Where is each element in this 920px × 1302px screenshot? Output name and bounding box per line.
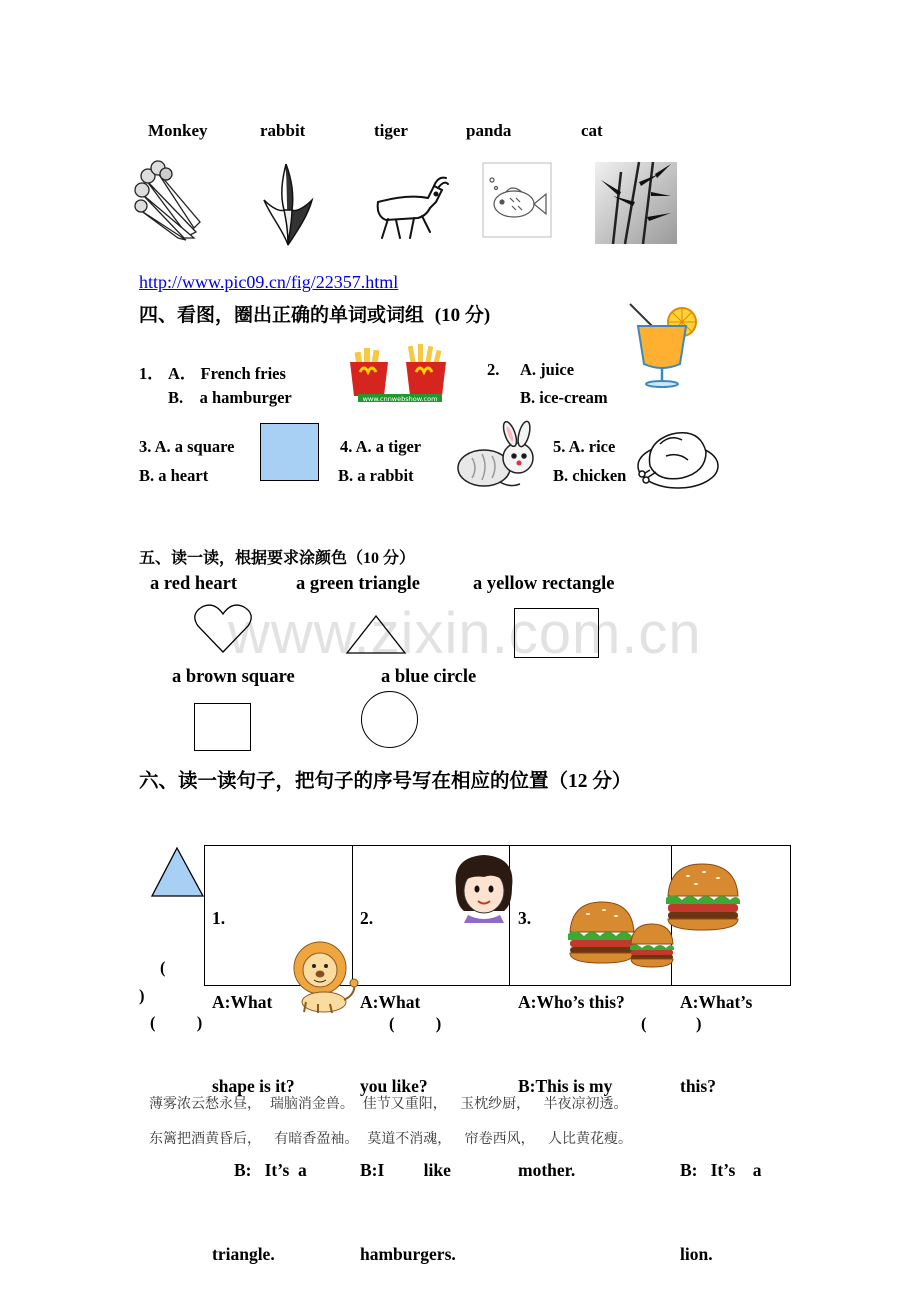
rabbit-icon	[452, 422, 544, 490]
goat-icon	[368, 172, 448, 244]
blue-square-picture	[260, 423, 319, 481]
girl-face-icon	[450, 853, 518, 923]
phrase-brown-square: a brown square	[172, 667, 295, 687]
heart-shape[interactable]	[192, 602, 254, 656]
answer-blank-1[interactable]: ( )	[150, 1013, 203, 1032]
q1-option-a: A． French fries	[168, 364, 286, 383]
q3-option-a: 3. A. a square	[139, 437, 235, 456]
phrase-yellow-rectangle: a yellow rectangle	[473, 574, 615, 594]
section6-title: 六、读一读句子，把句子的序号写在相应的位置（12 分）	[139, 771, 632, 792]
lion-icon	[290, 940, 362, 1014]
word-tiger: tiger	[374, 121, 408, 140]
q3-option-b: B. a heart	[139, 466, 209, 485]
section4-title: 四、看图，圈出正确的单词或词组 (10 分)	[139, 305, 491, 326]
q5-option-a: 5. A. rice	[553, 437, 616, 456]
word-cat: cat	[581, 121, 603, 140]
poem-line-2: 东篱把酒黄昏后， 有暗香盈袖。 莫道不消魂， 帘卷西风， 人比黄花瘦。	[149, 1131, 632, 1147]
answer-blank-3[interactable]: ( )	[641, 1014, 702, 1033]
q1-number: 1．	[139, 364, 164, 383]
banana-icon	[258, 160, 318, 250]
french-fries-icon	[348, 342, 450, 404]
q2-option-b: B. ice-cream	[520, 388, 608, 407]
word-monkey: Monkey	[148, 121, 208, 140]
square-shape[interactable]	[194, 703, 251, 751]
circle-shape[interactable]	[361, 691, 418, 748]
phrase-green-triangle: a green triangle	[296, 574, 420, 594]
carrots-icon	[136, 160, 206, 240]
blank-paren-open: (	[160, 958, 166, 977]
q4-option-b: B. a rabbit	[338, 466, 414, 485]
poem-line-1: 薄雾浓云愁永昼， 瑞脑消金兽。 佳节又重阳， 玉枕纱厨， 半夜凉初透。	[149, 1096, 628, 1112]
rectangle-shape[interactable]	[514, 608, 599, 658]
q4-option-a: 4. A. a tiger	[340, 437, 422, 456]
phrase-red-heart: a red heart	[150, 574, 237, 594]
cell-2: 2. A:What you like? B:I like hamburgers.	[360, 908, 456, 1264]
q2-number: 2.	[487, 360, 500, 379]
blank-paren-close: )	[139, 986, 145, 1005]
answer-blank-2[interactable]: ( )	[389, 1014, 442, 1033]
bamboo-icon	[595, 162, 677, 244]
triangle-shape[interactable]	[345, 614, 407, 656]
q2-option-a: A. juice	[520, 360, 575, 379]
cell-4: A:What’s this? B: It’s a lion.	[680, 992, 762, 1264]
cell-3: 3. A:Who’s this? B:This is my mother.	[518, 908, 625, 1180]
hamburger-icon-3	[628, 922, 676, 968]
blue-triangle-picture	[150, 846, 206, 900]
word-rabbit: rabbit	[260, 121, 306, 140]
watermark: www.zixin.com.cn	[228, 601, 702, 666]
q1-option-b: B. a hamburger	[168, 388, 292, 407]
roast-chicken-icon	[636, 422, 722, 492]
source-link[interactable]: http://www.pic09.cn/fig/22357.html	[139, 272, 399, 292]
phrase-blue-circle: a blue circle	[381, 667, 477, 687]
q5-option-b: B. chicken	[553, 466, 627, 485]
cell-1: 1. A:What shape is it? B: It’s a triangle.	[212, 908, 307, 1264]
juice-glass-icon	[626, 302, 702, 388]
fries-logo-text: www.cnnwebshow.com	[362, 395, 438, 403]
fish-icon	[482, 162, 552, 238]
section5-title: 五、读一读，根据要求涂颜色（10 分）	[139, 550, 416, 567]
word-panda: panda	[466, 121, 512, 140]
